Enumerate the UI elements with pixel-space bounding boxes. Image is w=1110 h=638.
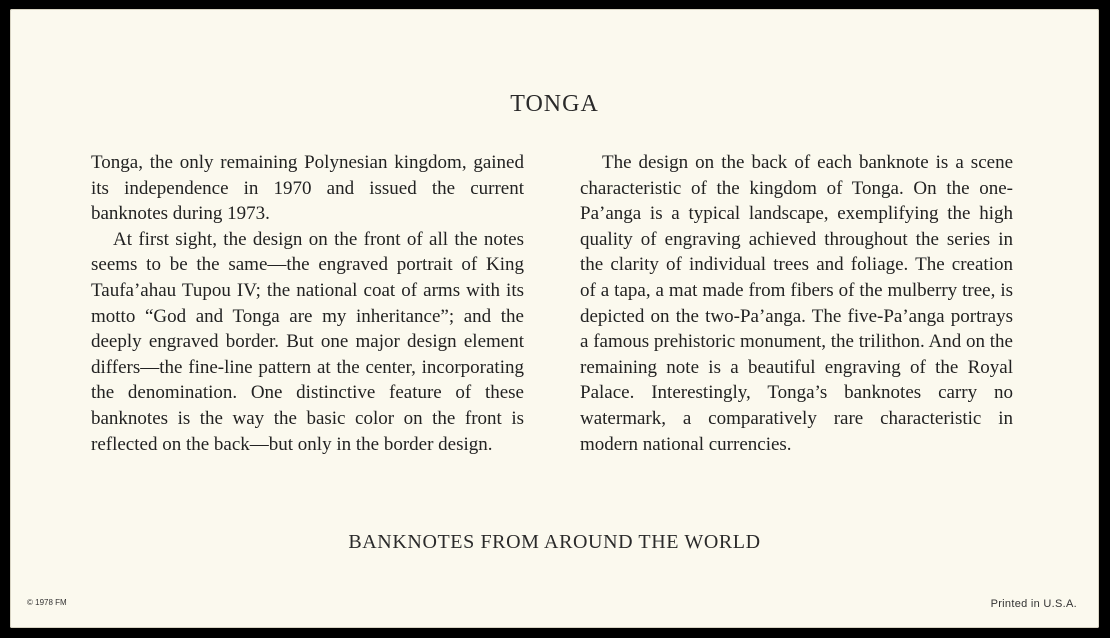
info-card [10, 9, 1099, 628]
left-paragraph-1: Tonga, the only remaining Polynesian kingdom, gained its independence in 1970 and issued the current banknotes during 1973. [91, 152, 524, 225]
copyright-notice: © 1978 FM [27, 598, 67, 607]
right-paragraph-1: The design on the back of each banknote is a scene characteristic of the kingdom of Tonga. On the one-Pa’anga is a typical landscape, exemplifying the high quality of engraving achieved throughout the series in the clarity of individual trees and foliage. The creation of a tapa, a mat made from fibers of the mulberry tree, is depicted on the two-Pa’anga. The five-Pa’anga portrays a famous prehistoric monument, the trilithon. And on the remaining note is a beautiful engraving of the Royal Palace. Interestingly, Tonga’s banknotes carry no watermark, a comparatively rare characteristic in modern national currencies. [580, 152, 1013, 455]
left-column [91, 150, 524, 457]
page-title: TONGA [510, 91, 599, 117]
right-column [580, 150, 1013, 457]
left-paragraph-2: At first sight, the design on the front of all the notes seems to be the same—the engraved portrait of King Taufa’ahau Tupou IV; the national coat of arms with its motto “God and Tonga are my inheritance”; and the deeply engraved border. But one major design element differs—the fine-line pattern at the center, incorporating the denomination. One distinctive feature of these banknotes is the way the basic color on the front is reflected on the back—but only in the border design. [91, 228, 524, 455]
series-title: BANKNOTES FROM AROUND THE WORLD [348, 531, 761, 553]
printed-notice: Printed in U.S.A. [990, 598, 1077, 610]
